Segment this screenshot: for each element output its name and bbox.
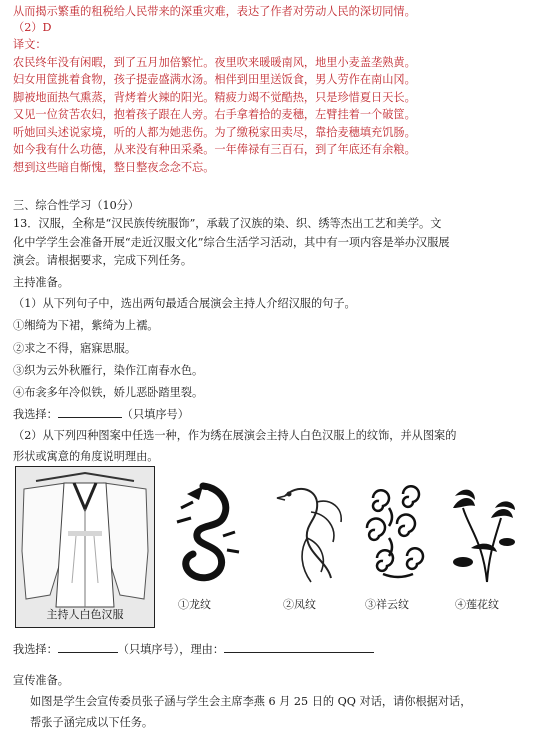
choose2-prefix: 我选择： (13, 643, 58, 656)
answer-blank-1[interactable] (58, 407, 122, 418)
q2-line-1: （2）从下列四种图案中任选一种，作为绣在展演会主持人白色汉服上的纹饰，并从图案的 (13, 429, 457, 442)
lotus-pattern-icon (443, 478, 523, 588)
host-prep-heading: 主持准备。 (13, 276, 69, 289)
translation-line-1: 农民终年没有闲暇，到了五月加倍繁忙。夜里吹来暖暖南风，地里小麦盖垄熟黄。 (13, 56, 416, 69)
option-2: ②求之不得，寤寐思服。 (13, 342, 137, 355)
reason-blank[interactable] (224, 642, 374, 653)
translation-line-2: 妇女用筐挑着食物，孩子提壶盛满水汤。相伴到田里送饭食，男人劳作在南山冈。 (13, 73, 416, 86)
option-1: ①缃绮为下裙，紫绮为上襦。 (13, 319, 159, 332)
choose-line-1 (13, 407, 525, 423)
answer-blank-2[interactable] (58, 642, 118, 653)
promo-line-2: 帮张子涵完成以下任务。 (30, 716, 154, 729)
pattern-label-1: ①龙纹 (178, 598, 211, 611)
pattern-figure (13, 466, 525, 628)
section-title: 三、综合性学习（10分） (13, 199, 140, 212)
phoenix-pattern-icon (271, 478, 351, 588)
option-4: ④布衾多年冷似铁，娇儿恶卧踏里裂。 (13, 386, 204, 399)
choose1-suffix: （只填序号） (121, 408, 189, 421)
pattern-label-4: ④莲花纹 (455, 598, 499, 611)
translation-line-5: 听她回头述说家境，听的人都为她悲伤。为了缴税家田卖尽，靠拾麦穗填充饥肠。 (13, 126, 416, 139)
q13-line-1: 13．汉服，全称是“汉民族传统服饰”，承载了汉族的染、织、绣等杰出工艺和美学。文 (13, 217, 442, 230)
choose1-prefix: 我选择： (13, 408, 58, 421)
dragon-pattern-icon (163, 478, 243, 588)
answer-line-3: 译文： (13, 38, 47, 51)
q1-prompt: （1）从下列句子中，选出两句最适合展演会主持人介绍汉服的句子。 (13, 297, 356, 310)
pattern-label-2: ②凤纹 (283, 598, 316, 611)
answer-line-2: （2）D (13, 21, 52, 34)
white-robe-illustration (16, 467, 154, 627)
pattern-label-3: ③祥云纹 (365, 598, 409, 611)
answer-line-1: 从而揭示繁重的租税给人民带来的深重灾难，表达了作者对劳动人民的深切同情。 (13, 5, 416, 18)
q2-line-2: 形状或寓意的角度说明理由。 (13, 450, 159, 463)
promo-line-1: 如图是学生会宣传委员张子涵与学生会主席李燕 6 月 25 日的 QQ 对话，请你根据对话， (30, 695, 472, 708)
q13-line-3: 演会。请根据要求，完成下列任务。 (13, 254, 193, 267)
cloud-pattern-icon (353, 478, 433, 588)
choose-line-2 (13, 642, 525, 658)
robe-caption: 主持人白色汉服 (46, 608, 124, 621)
translation-line-4: 又见一位贫苦农妇，抱着孩子跟在人旁。右手拿着拾的麦穗，左臂挂着一个破筐。 (13, 108, 416, 121)
option-3: ③织为云外秋雁行，染作江南春水色。 (13, 364, 204, 377)
translation-line-6: 如今我有什么功德，从来没有种田采桑。一年俸禄有三百石，到了年底还有余粮。 (13, 143, 416, 156)
promo-prep-heading: 宣传准备。 (13, 674, 69, 687)
choose2-middle: （只填序号），理由： (117, 643, 225, 656)
white-robe-image (15, 466, 155, 628)
translation-line-7: 想到这些暗自惭愧，整日整夜念念不忘。 (13, 161, 215, 174)
q13-line-2: 化中学学生会准备开展“走近汉服文化”综合生活学习活动，其中有一项内容是举办汉服展 (13, 236, 450, 249)
translation-line-3: 脚被地面热气熏蒸，背烤着火辣的阳光。精疲力竭不觉酷热，只是珍惜夏日天长。 (13, 91, 416, 104)
